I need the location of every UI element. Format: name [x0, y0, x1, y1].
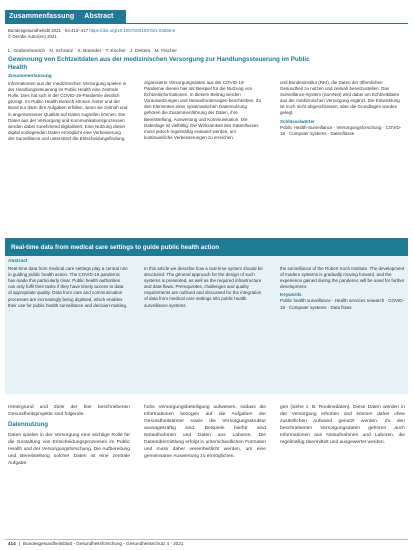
footer-rule — [5, 539, 408, 540]
de-abstract-col-2 — [144, 80, 264, 234]
zusammenfassung-heading: Zusammenfassung — [8, 74, 52, 79]
body-col-2 — [144, 404, 266, 536]
doi-link[interactable]: https://doi.org/10.1007/s00103-021-03293-6 — [89, 28, 175, 33]
de-abstract-text-3: und Bundesinstitut (RKI), die Daten der öffentlichen Gesundheit zu nutzen und zeitnah bereitzustellen. Das Surveillance-System (SurvNet) wird dabei um Echtzeitdaten aus der medizinischen Versorgung ergänzt. Die Entwicklung ist noch nicht abgeschlossen, aber die Grundlagen wurden gelegt. — [280, 80, 400, 116]
citation: Bundesgesundheitsbl 2021 · 64:413–417 — [8, 28, 89, 33]
body-intro: Hintergrund und Ziele der hier beschriebenen Gesundheitsprojekte sind folgende. — [8, 405, 130, 417]
section-tab-bar — [5, 10, 126, 23]
author-list: L. Grabenhenrich · N. Schranz · S. Boender · T. Kocher · J. Deiters · M. Fischer — [8, 49, 177, 54]
tab-zusammenfassung: Zusammenfassung — [9, 13, 75, 20]
body-text-1: Daten spielen in der Versorgung eine wichtige Rolle für die Gestaltung von Entscheidungsprozessen im Public Health und der Versorgungsforschung. Die Aufbereitung und Bereitstellung solcher Daten ist eine zentrale Aufgabe. — [8, 433, 130, 466]
de-abstract-col-3 — [280, 80, 405, 234]
en-abstract-text-1: Real-time data from medical care settings play a central role in guiding public health action. The COVID-19 pandemic has made this particularly clear. Public health authorities can only fulfil their tasks if they have timely access to data of appropriate quality. Data from care and communication processes are increasingly being digitised, which enables their use for public health surveillance and decision-making. — [8, 266, 128, 308]
body-col-1 — [8, 404, 130, 536]
page-number: 414 — [8, 541, 16, 546]
de-abstract-col-1 — [8, 74, 128, 234]
en-abstract-text-3: the surveillance of the Robert Koch Institute. The development of modern systems is gradually moving forward, and the experience gained during the pandemic will be used for further development. — [280, 266, 405, 290]
en-abstract-text-2: In this article we describe how a real-time system should be structured. The general approach for the design of such systems is presented, as well as the required infrastructure and data flows. Prerequisites, challenges and quality requirements are outlined and discussed for the integration of data from medical care settings into public health surveillance systems. — [144, 266, 263, 308]
keywords-heading: Keywords — [280, 292, 302, 298]
copyright: © Der/die Autor(en) 2021 — [8, 34, 57, 39]
body-col-3 — [280, 404, 405, 536]
en-abstract-col-3 — [280, 266, 405, 392]
tab-abstract: Abstract — [84, 13, 114, 20]
en-keywords: Public health surveillance · Health services research · COVID-19 · Computer systems · Data flows — [280, 298, 405, 310]
schluesselwoerter-heading: Schlüsselwörter — [280, 118, 315, 124]
de-abstract-text-1: Informationen aus der medizinischen Versorgung spielen in der Handlungssteuerung im Public Health eine zentrale Rolle. Dies hat sich in der COVID-19-Pandemie deutlich gezeigt. Im Public Health Bereich können Ämter und der Bund nur dann ihre Aufgaben erfüllen, wenn sie zeitnah und in angemessener Qualität auf Daten zugreifen können. Die Daten aus der Versorgung und Kommunikationsprozessen werden dabei zunehmend digitalisiert. Eine Nutzung dieser digital vorliegenden Daten ermöglicht eine Verbesserung der Surveillance und unterstützt die Entscheidungsfindung. — [8, 81, 128, 141]
en-abstract-col-2 — [144, 266, 264, 392]
footer-separator: | — [18, 541, 20, 546]
article-title-de: Gewinnung von Echtzeitdaten aus der medizinischen Versorgung zur Handlungssteuerung im Public Health — [8, 56, 310, 71]
de-abstract-text-2: organisierte Versorgungsdaten aus der COVID-19-Pandemie dienen hier als Beispiel für die Nutzung von Echtzeitinformationen. In diesem Beitrag werden Voraussetzungen und Herausforderungen beschrieben. Zu den Elementen einer systematischen Datennutzung gehören die Zusammenführung der Daten, ihre Bereitstellung, Auswertung und Kommunikation. Die Datenlage ist vielfältig. Die Wirksamkeit des Datenflusses muss jedoch regelmäßig evaluiert werden, um kontinuierliche Verbesserungen zu erreichen. — [144, 80, 262, 140]
abstract-heading: Abstract — [8, 259, 28, 264]
de-keywords: Public Health-Surveillance · Versorgungsforschung · COVID-19 · Computer systems · Datenflüsse — [280, 124, 402, 136]
en-abstract-col-1 — [8, 259, 128, 392]
body-text-3: gen (siehe z. B. Routinedaten). Diese Daten werden in der Versorgung erhoben und können daher ohne zusätzlichen Aufwand genutzt werden. Zu den beschriebenen Versorgungsdaten gehören auch Informationen aus Notaufnahmen und Laboren, die regelmäßig übermittelt und ausgewertet werden. — [280, 405, 405, 445]
header-rule — [5, 23, 408, 24]
article-title-en: Real-time data from medical care settings to guide public health action — [11, 243, 220, 251]
article-meta — [8, 28, 175, 40]
journal-name: Bundesgesundheitsblatt - Gesundheitsforschung - Gesundheitsschutz 4 · 2021 — [22, 541, 184, 546]
body-text-2: hohe Versorgungsbeteiligung aufweisen, sodass die Informationen bezogen auf die Aufgaben der Gesundheitsämter sowie die Versorgungsstruktur aussagekräftig sind. Beispiele hierfür sind Notaufnahmen und Daten aus Laboren. Die Datenübermittlung erfolgt in unterschiedlichen Formaten und muss daher vereinheitlicht werden, um eine gemeinsame Auswertung zu ermöglichen. — [144, 405, 266, 459]
english-title-bar — [5, 238, 408, 256]
datennutzung-heading: Datennutzung — [8, 422, 48, 428]
page-footer — [8, 541, 183, 546]
